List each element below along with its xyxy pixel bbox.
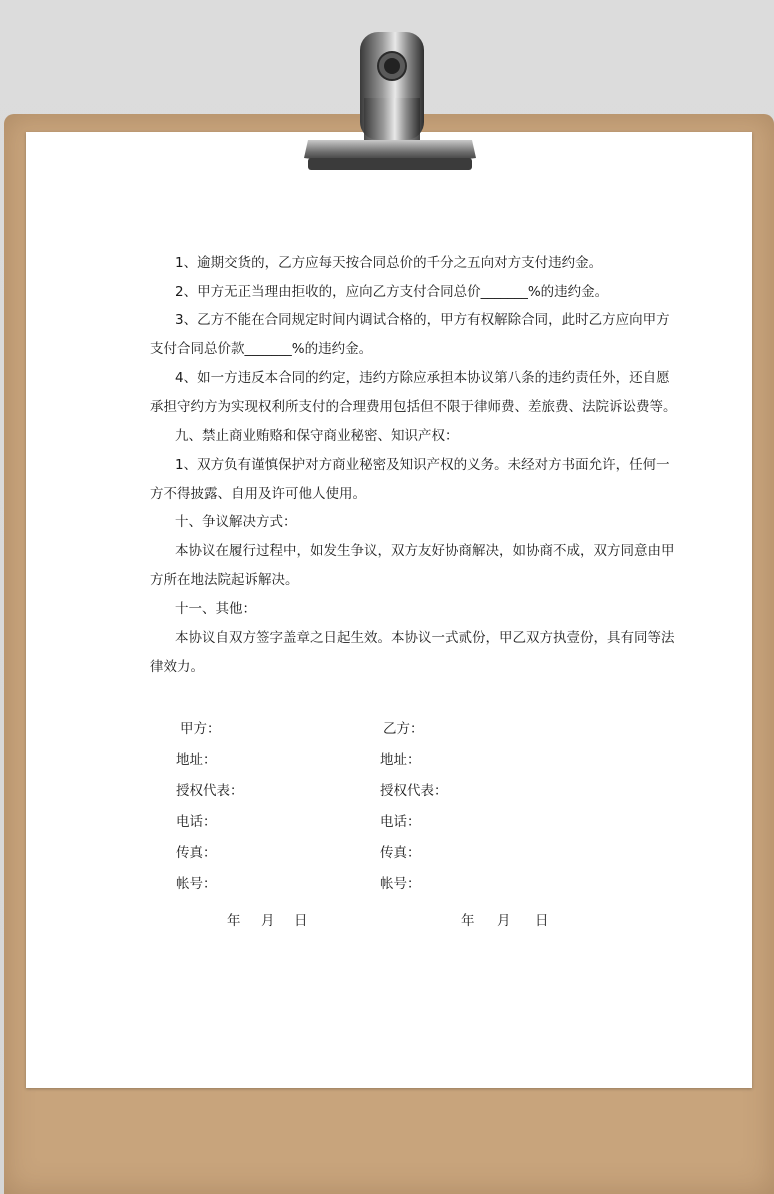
party-b-date-year: 年 bbox=[461, 913, 475, 929]
party-b-representative: 授权代表： bbox=[380, 783, 448, 799]
section-9-line-1: 1、双方负有谨慎保护对方商业秘密及知识产权的义务。未经对方书面允许，任何一 bbox=[175, 457, 670, 473]
party-b-date-day: 日 bbox=[535, 913, 549, 929]
party-a-title: 甲方： bbox=[180, 721, 221, 737]
section-9-heading: 九、禁止商业贿赂和保守商业秘密、知识产权： bbox=[175, 428, 459, 444]
binder-clip-icon bbox=[300, 28, 480, 178]
clause-3-line-1: 3、乙方不能在合同规定时间内调试合格的，甲方有权解除合同，此时乙方应向甲方 bbox=[175, 312, 670, 328]
party-a-date-year: 年 bbox=[227, 913, 241, 929]
section-11-heading: 十一、其他： bbox=[175, 601, 256, 617]
party-b-account: 帐号： bbox=[380, 876, 421, 892]
clause-1: 1、逾期交货的，乙方应每天按合同总价的千分之五向对方支付违约金。 bbox=[175, 255, 603, 271]
clause-2: 2、甲方无正当理由拒收的，应向乙方支付合同总价_______%的违约金。 bbox=[175, 284, 609, 300]
section-11-line-1: 本协议自双方签字盖章之日起生效。本协议一式贰份，甲乙双方执壹份，具有同等法 bbox=[175, 630, 675, 646]
party-b-fax: 传真： bbox=[380, 845, 421, 861]
party-a-date-day: 日 bbox=[294, 913, 308, 929]
party-a-fax: 传真： bbox=[176, 845, 217, 861]
contract-page bbox=[26, 132, 752, 1088]
clause-4-line-1: 4、如一方违反本合同的约定，违约方除应承担本协议第八条的违约责任外，还自愿 bbox=[175, 370, 670, 386]
party-b-title: 乙方： bbox=[383, 721, 424, 737]
party-a-representative: 授权代表： bbox=[176, 783, 244, 799]
party-b-address: 地址： bbox=[380, 752, 421, 768]
section-10-line-2: 方所在地法院起诉解决。 bbox=[150, 572, 299, 588]
clause-4-line-2: 承担守约方为实现权利所支付的合理费用包括但不限于律师费、差旅费、法院诉讼费等。 bbox=[150, 399, 677, 415]
party-a-date-month: 月 bbox=[261, 913, 275, 929]
clause-3-line-2: 支付合同总价款_______%的违约金。 bbox=[150, 341, 373, 357]
section-9-line-2: 方不得披露、自用及许可他人使用。 bbox=[150, 486, 366, 502]
party-b-phone: 电话： bbox=[380, 814, 421, 830]
party-a-address: 地址： bbox=[176, 752, 217, 768]
section-10-line-1: 本协议在履行过程中，如发生争议，双方友好协商解决，如协商不成，双方同意由甲 bbox=[175, 543, 675, 559]
section-10-heading: 十、争议解决方式： bbox=[175, 514, 297, 530]
party-a-account: 帐号： bbox=[176, 876, 217, 892]
section-11-line-2: 律效力。 bbox=[150, 659, 204, 675]
party-a-phone: 电话： bbox=[176, 814, 217, 830]
party-b-date-month: 月 bbox=[497, 913, 511, 929]
